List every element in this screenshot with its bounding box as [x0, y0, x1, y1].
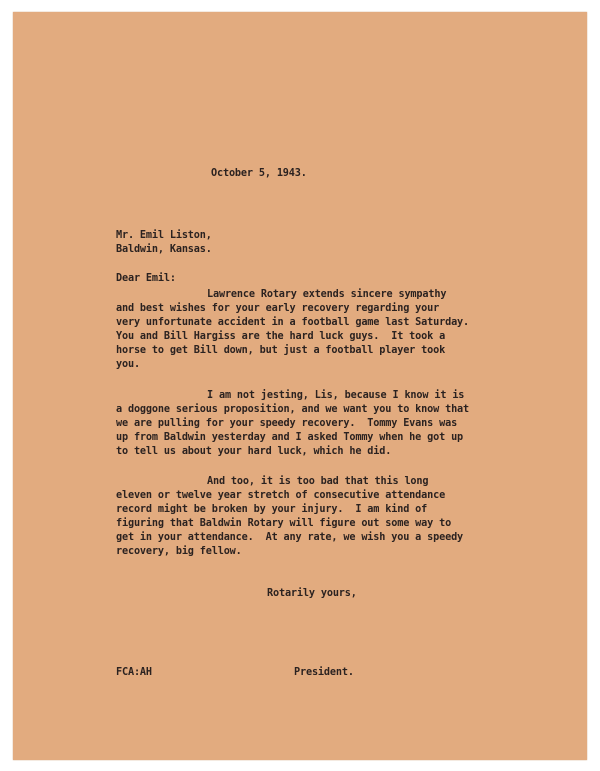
letter-body [13, 12, 587, 760]
paragraph-1-line: very unfortunate accident in a football game last Saturday. [116, 317, 470, 328]
paragraph-2-line: we are pulling for your speedy recovery. Tommy Evans was [116, 418, 458, 429]
paragraph-3-line: And too, it is too bad that this long [207, 476, 429, 487]
paragraph-3-line: figuring that Baldwin Rotary will figure out some way to [116, 518, 452, 529]
letter-page [13, 12, 587, 760]
paragraph-3-line: get in your attendance. At any rate, we wish you a speedy [116, 532, 464, 543]
paragraph-3-line: eleven or twelve year stretch of consecutive attendance [116, 490, 446, 501]
paragraph-1-line: and best wishes for your early recovery regarding your [116, 303, 440, 314]
paragraph-1-line: you. [116, 359, 140, 370]
recipient-name: Mr. Emil Liston, [116, 230, 212, 241]
paragraph-3-line: recovery, big fellow. [116, 546, 242, 557]
recipient-location: Baldwin, Kansas. [116, 244, 212, 255]
paragraph-2-line: I am not jesting, Lis, because I know it is [207, 390, 465, 401]
reference-initials: FCA:AH [116, 667, 152, 678]
paragraph-1-line: Lawrence Rotary extends sincere sympathy [207, 289, 447, 300]
paragraph-1-line: horse to get Bill down, but just a football player took [116, 345, 446, 356]
closing: Rotarily yours, [267, 588, 357, 599]
paragraph-2-line: up from Baldwin yesterday and I asked Tommy when he got up [116, 432, 464, 443]
paragraph-2-line: a doggone serious proposition, and we want you to know that [116, 404, 470, 415]
salutation: Dear Emil: [116, 273, 176, 284]
letter-date: October 5, 1943. [211, 168, 307, 179]
paragraph-1-line: You and Bill Hargiss are the hard luck guys. It took a [116, 331, 446, 342]
paragraph-3-line: record might be broken by your injury. I am kind of [116, 504, 428, 515]
paragraph-2-line: to tell us about your hard luck, which he did. [116, 446, 392, 457]
signature-title: President. [294, 667, 354, 678]
